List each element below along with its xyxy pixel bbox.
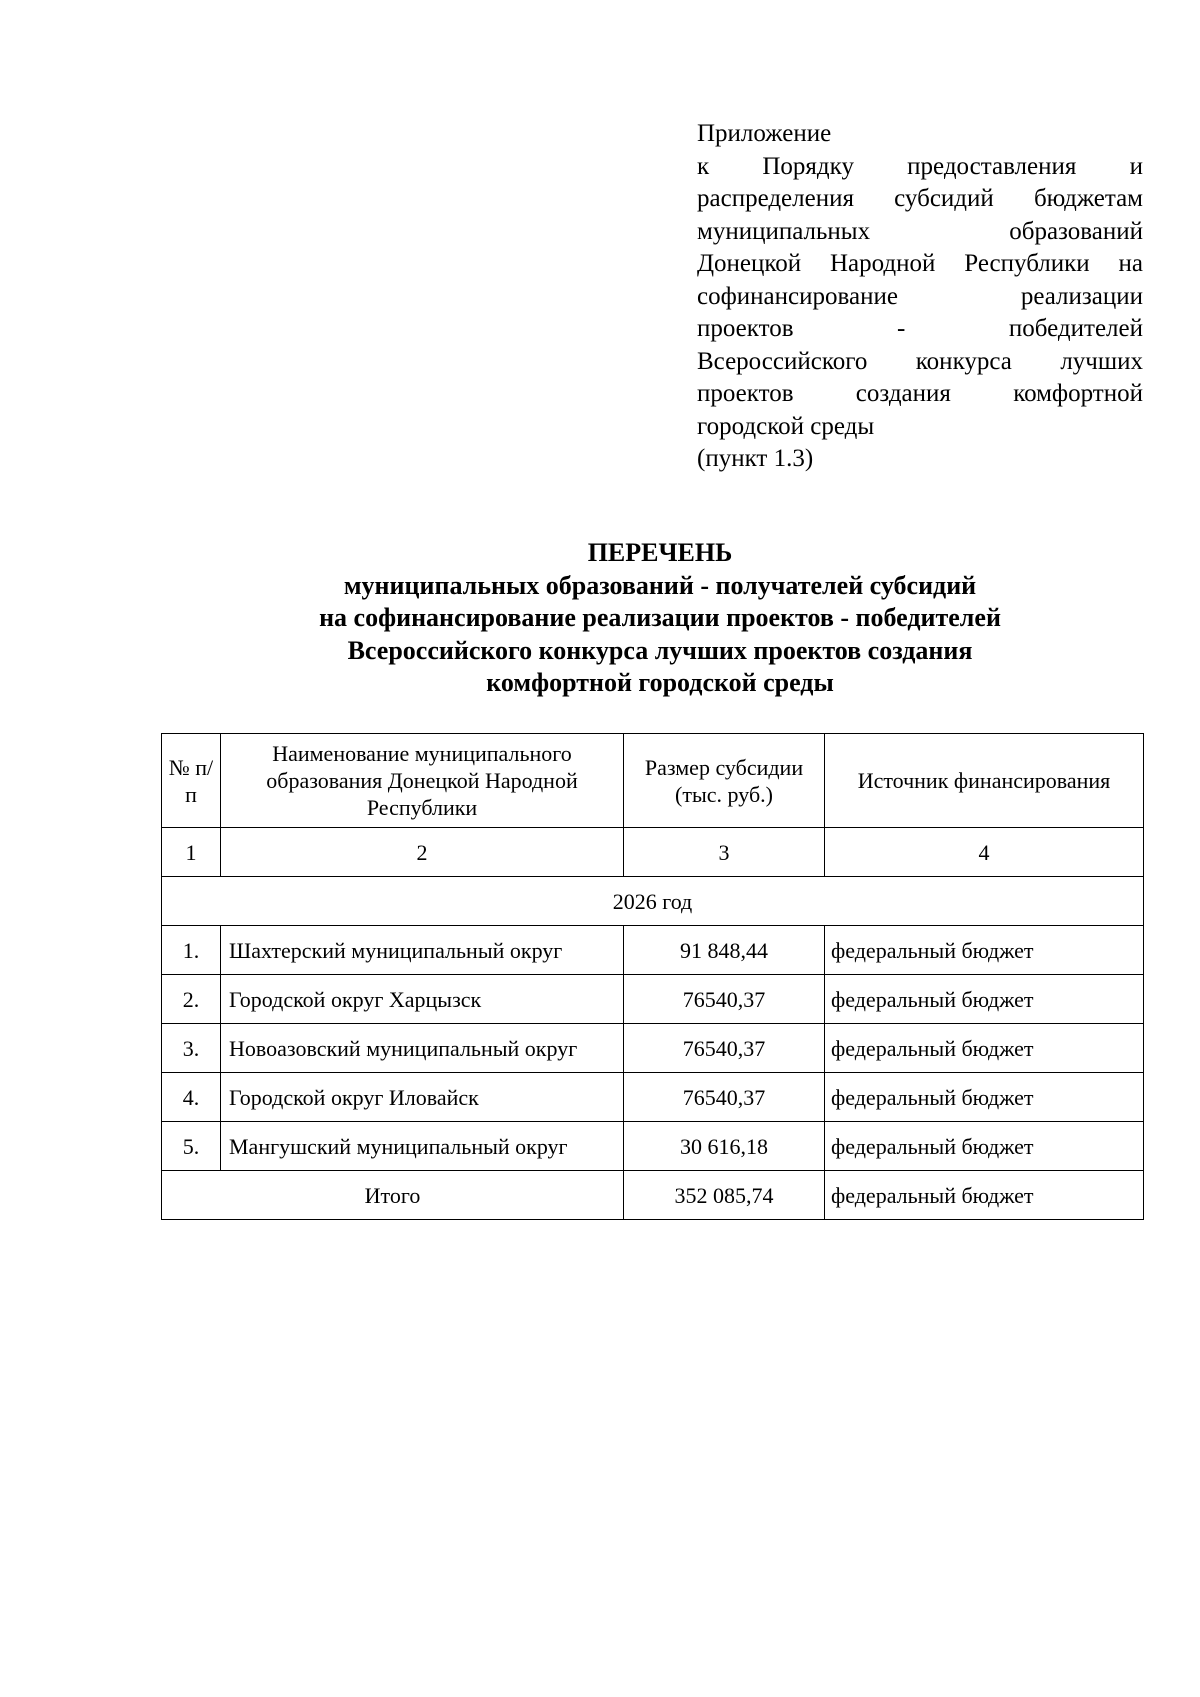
annex-title: Приложение	[697, 120, 832, 147]
header-name: Наименование муниципального образования Донецкой Народной Республики	[221, 734, 624, 828]
column-number-row	[162, 828, 1144, 877]
annex-line: проектов создания комфортной	[697, 380, 1143, 407]
row-amount: 76540,37	[624, 1073, 825, 1122]
row-source: федеральный бюджет	[825, 1073, 1144, 1122]
total-amount: 352 085,74	[624, 1171, 825, 1220]
heading-line: муниципальных образований - получателей субсидий	[343, 570, 977, 600]
row-source: федеральный бюджет	[825, 926, 1144, 975]
annex-block	[697, 118, 1143, 476]
header-amount: Размер субсидии (тыс. руб.)	[624, 734, 825, 828]
row-source: федеральный бюджет	[825, 975, 1144, 1024]
row-amount: 30 616,18	[624, 1122, 825, 1171]
column-number: 2	[221, 828, 624, 877]
annex-line: Всероссийского конкурса лучших	[697, 347, 1143, 375]
table-row	[162, 1073, 1144, 1122]
heading-line: Всероссийского конкурса лучших проектов создания	[347, 635, 973, 665]
table-row	[162, 1024, 1144, 1073]
row-name: Мангушский муниципальный округ	[221, 1122, 624, 1171]
table-row	[162, 926, 1144, 975]
row-amount: 76540,37	[624, 1024, 825, 1073]
header-number: № п/п	[162, 734, 221, 828]
annex-line: муниципальных образований	[697, 217, 1143, 245]
row-name: Городской округ Харцызск	[221, 975, 624, 1024]
row-number: 2.	[162, 975, 221, 1024]
row-number: 4.	[162, 1073, 221, 1122]
annex-point: (пункт 1.3)	[697, 445, 814, 472]
row-number: 1.	[162, 926, 221, 975]
document-heading	[180, 537, 1140, 700]
column-number: 4	[825, 828, 1144, 877]
heading-title: ПЕРЕЧЕНЬ	[587, 538, 733, 567]
row-number: 3.	[162, 1024, 221, 1073]
row-source: федеральный бюджет	[825, 1024, 1144, 1073]
total-label: Итого	[162, 1171, 624, 1220]
heading-line: на софинансирование реализации проектов - победителей	[319, 603, 1001, 632]
row-name: Новоазовский муниципальный округ	[221, 1024, 624, 1073]
table-header-row	[162, 734, 1144, 828]
column-number: 1	[162, 828, 221, 877]
subsidy-table	[161, 733, 1144, 1220]
row-amount: 76540,37	[624, 975, 825, 1024]
annex-line: к Порядку предоставления и	[697, 152, 1143, 180]
year-label: 2026 год	[162, 877, 1144, 926]
annex-line: проектов - победителей	[697, 315, 1143, 342]
row-source: федеральный бюджет	[825, 1122, 1144, 1171]
annex-line: Донецкой Народной Республики на	[697, 250, 1143, 277]
table-row	[162, 975, 1144, 1024]
row-number: 5.	[162, 1122, 221, 1171]
year-row	[162, 877, 1144, 926]
row-name: Шахтерский муниципальный округ	[221, 926, 624, 975]
annex-line: софинансирование реализации	[697, 282, 1143, 310]
table-row	[162, 1122, 1144, 1171]
column-number: 3	[624, 828, 825, 877]
annex-line: распределения субсидий бюджетам	[697, 185, 1143, 212]
row-amount: 91 848,44	[624, 926, 825, 975]
row-name: Городской округ Иловайск	[221, 1073, 624, 1122]
header-source: Источник финансирования	[825, 734, 1144, 828]
total-source: федеральный бюджет	[825, 1171, 1144, 1220]
annex-line: городской среды	[697, 412, 875, 440]
total-row	[162, 1171, 1144, 1220]
heading-line: комфортной городской среды	[486, 668, 834, 697]
